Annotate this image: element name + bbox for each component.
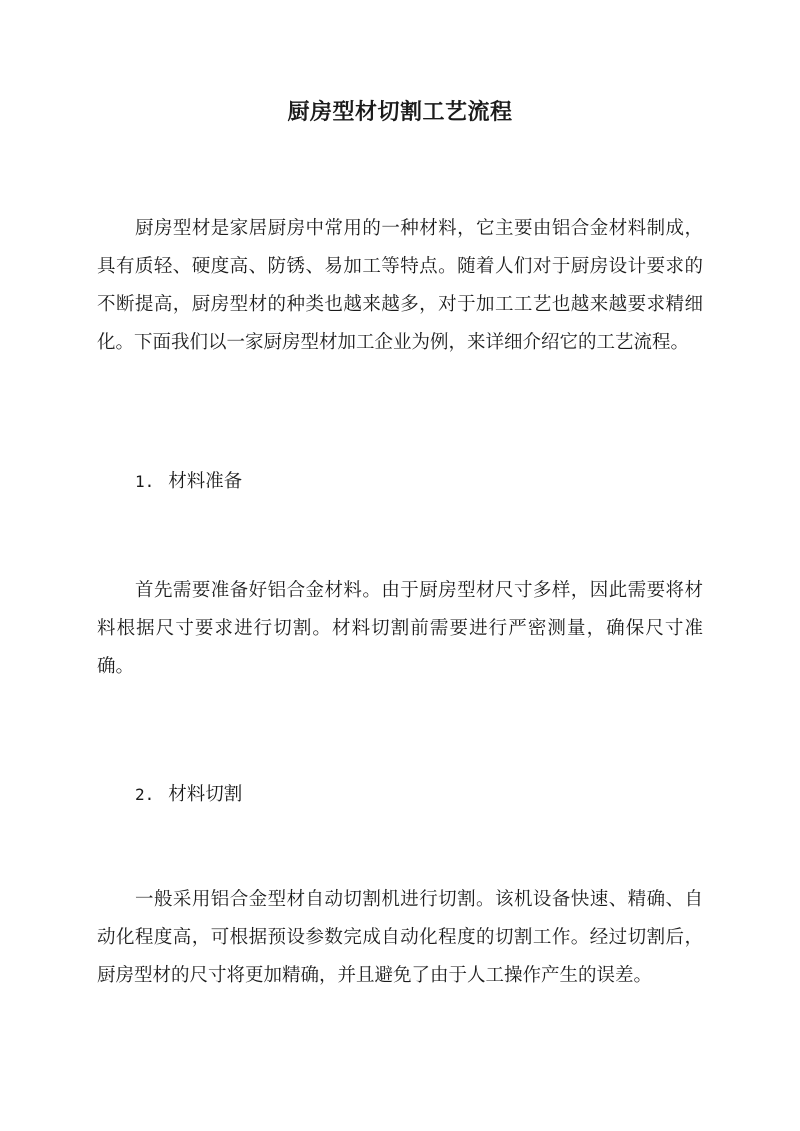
section-title: 材料切割 [168, 784, 243, 805]
section-title: 材料准备 [168, 471, 243, 492]
section-heading-2 [135, 780, 242, 810]
document-title: 厨房型材切割工艺流程 [287, 99, 513, 125]
section-paragraph-2: 一般采用铝合金型材自动切割机进行切割。该机设备快速、精确、自动化程度高，可根据预设参数完成自动化程度的切割工作。经过切割后，厨房型材的尺寸将更加精确，并且避免了由于人工操作产生的误差。 [97, 889, 703, 986]
section-number: 2. [135, 785, 155, 804]
section-number: 1. [135, 472, 155, 491]
section-heading-1 [135, 467, 242, 497]
intro-paragraph: 厨房型材是家居厨房中常用的一种材料，它主要由铝合金材料制成，具有质轻、硬度高、防锈、易加工等特点。随着人们对于厨房设计要求的不断提高，厨房型材的种类也越来越多，对于加工工艺也越来越要求精细化。下面我们以一家厨房型材加工企业为例，来详细介绍它的工艺流程。 [97, 218, 703, 353]
section-paragraph-1: 首先需要准备好铝合金材料。由于厨房型材尺寸多样，因此需要将材料根据尺寸要求进行切割。材料切割前需要进行严密测量，确保尺寸准确。 [97, 580, 703, 677]
